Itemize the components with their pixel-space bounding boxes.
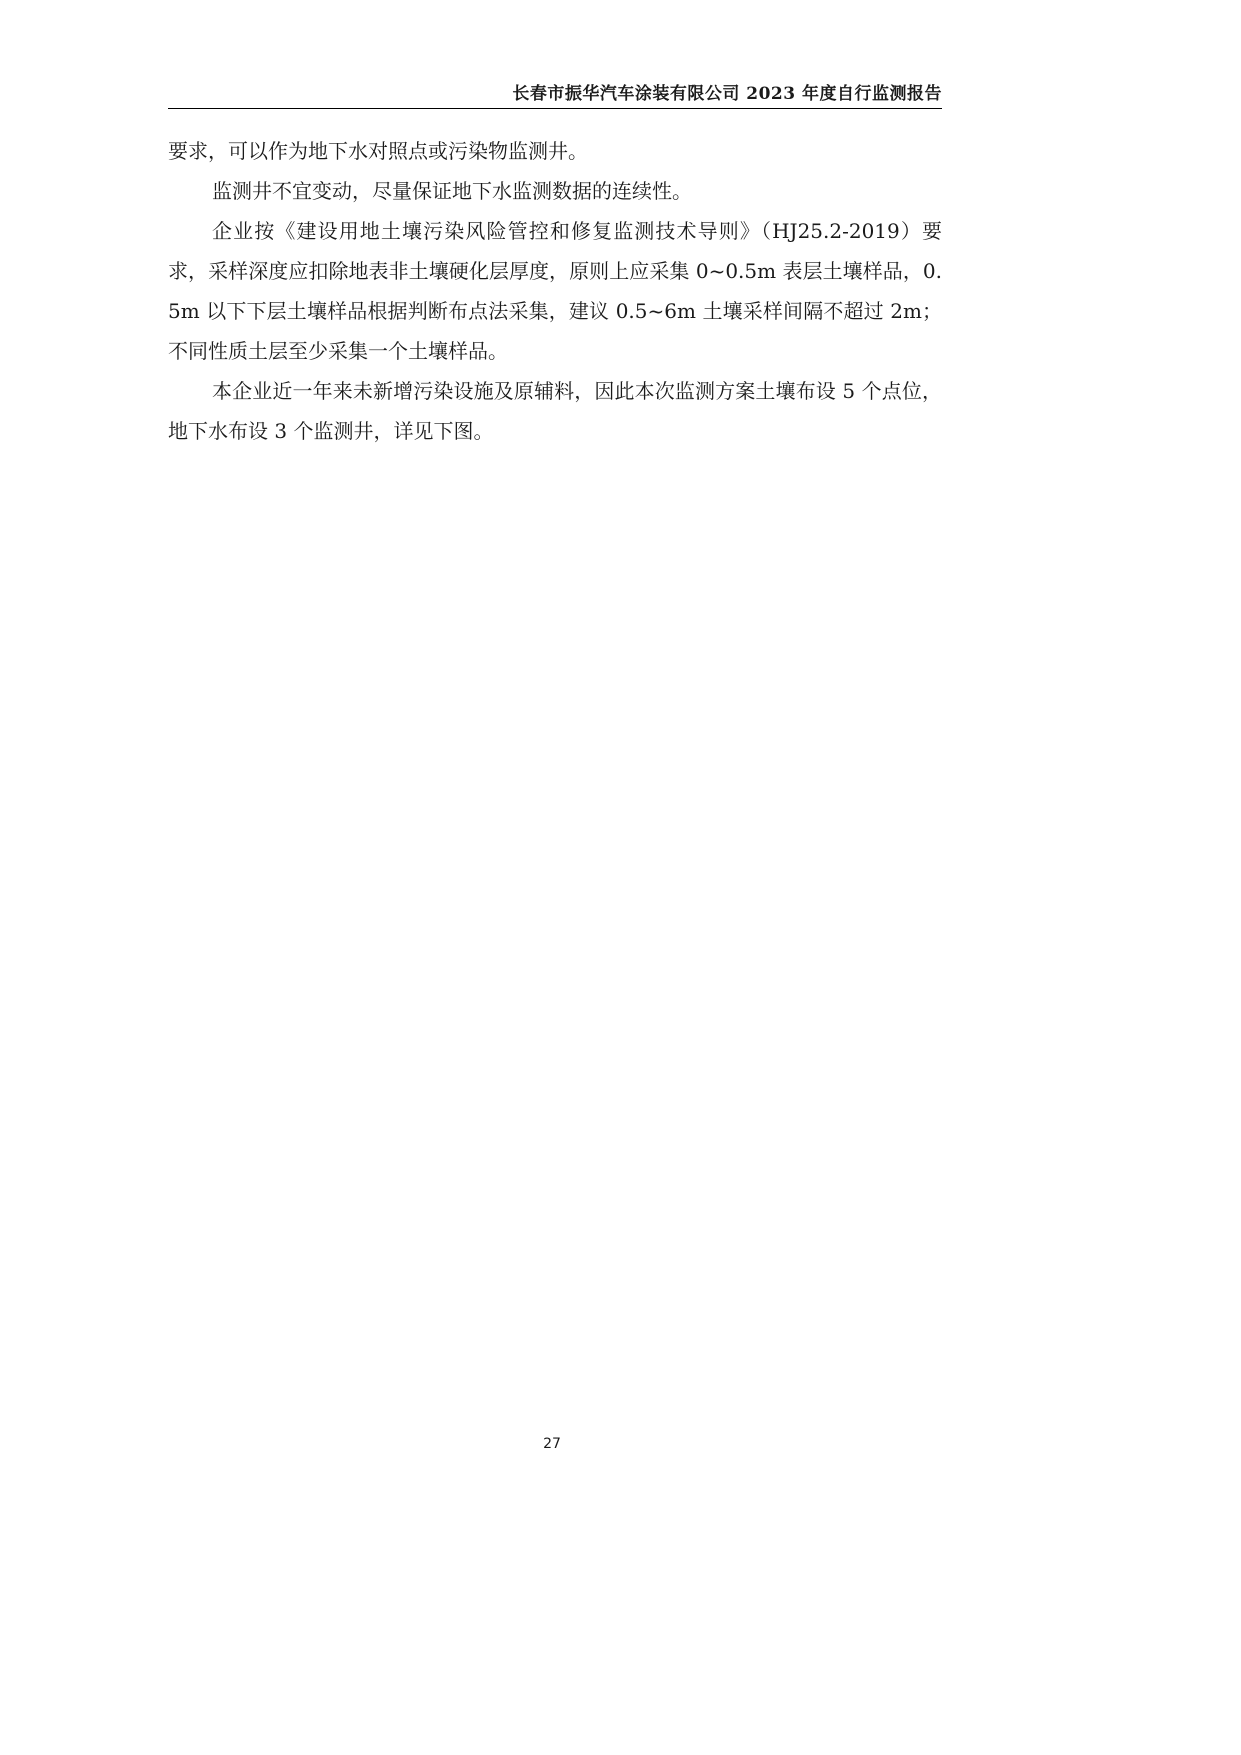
document-body — [168, 131, 942, 451]
page-header-title: 长春市振华汽车涂装有限公司 2023 年度自行监测报告 — [512, 84, 942, 104]
header-divider — [168, 108, 942, 109]
paragraph-continuation: 要求，可以作为地下水对照点或污染物监测井。 — [168, 139, 588, 163]
paragraph-monitoring-plan: 本企业近一年来未新增污染设施及原辅料，因此本次监测方案土壤布设 5 个点位，地下水布设 3 个监测井，详见下图。 — [168, 379, 942, 443]
page-number: 27 — [543, 1436, 561, 1452]
paragraph-sampling-depth: 企业按《建设用地土壤污染风险管控和修复监测技术导则》（HJ25.2-2019）要求，采样深度应扣除地表非土壤硬化层厚度，原则上应采集 0~0.5m 表层土壤样品，0.5m 以下下层土壤样品根据判断布点法采集，建议 0.5~6m 土壤采样间隔不超过 2m；不同性质土层至少采集一个土壤样品。 — [168, 219, 942, 363]
paragraph-monitoring-well: 监测井不宜变动，尽量保证地下水监测数据的连续性。 — [212, 179, 692, 203]
